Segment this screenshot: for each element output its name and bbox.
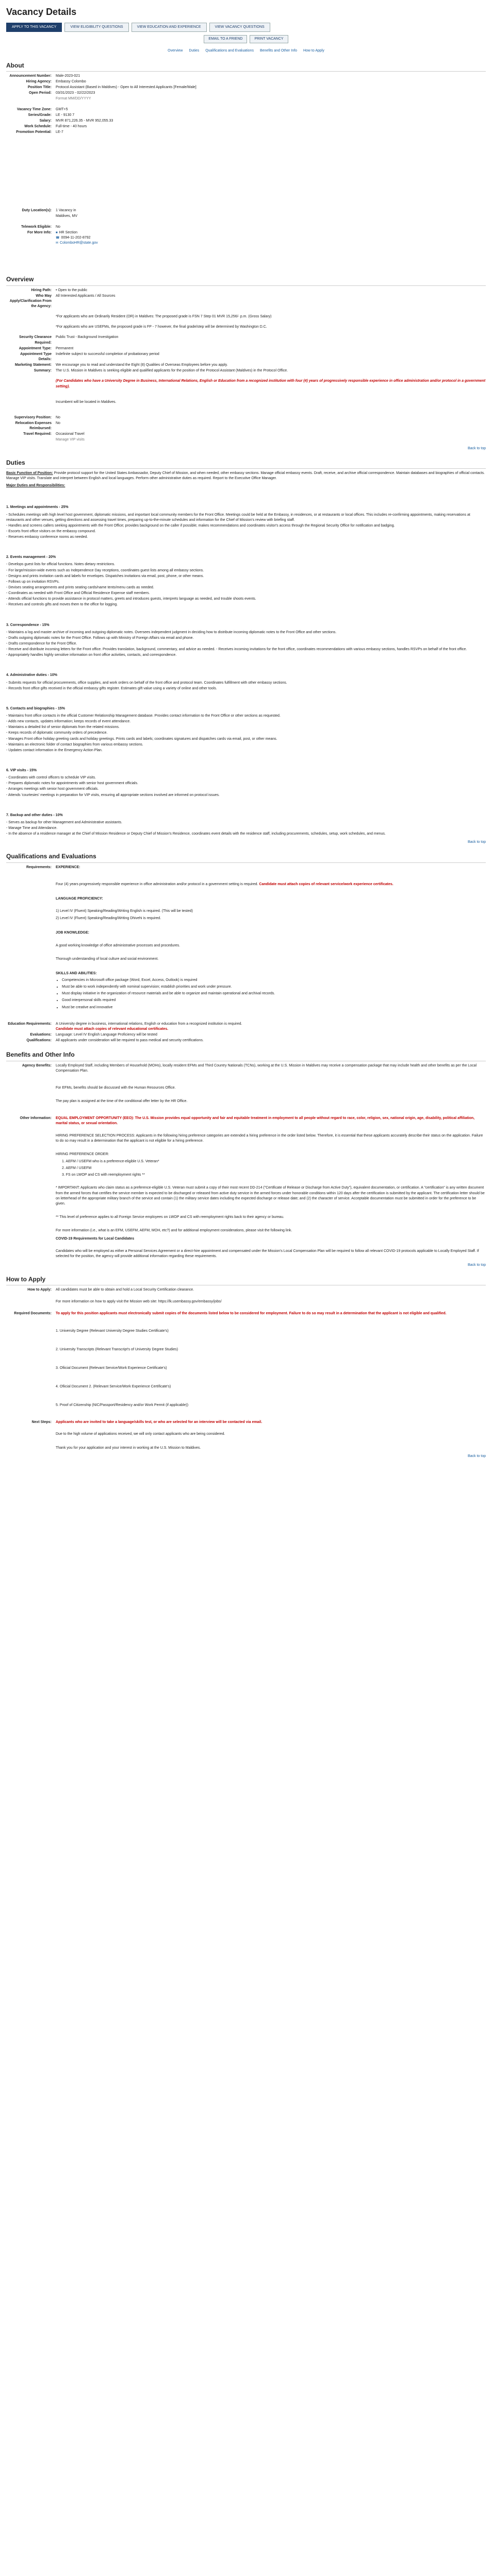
top-action-bar <box>6 23 486 32</box>
duty-block: 3. Correspondence - 15% - Maintains a log and master archive of incoming and outgoing diplomatic notes. Oversees independent judgment in deciding how to distribute incoming diplomatic notes to the Front Office and other sections. - Drafts outgoing diplomatic notes for the Front Office. Follows up with Ministry of Foreign Affairs via email and phone. - Drafts correspondence for the Front Office. - Receive and distribute incoming letters for the Front office. Provides translation, background, commentary, and advice as needed. - Receives incoming invitations for the front office, coordinates recommendations with various embassy sections, handles RSVPs on behalf of the front office. - Appropriately handles highly sensitive information on front office activities, contacts, and correspondence. <box>6 623 467 657</box>
how-to-apply-section: How to Apply: All candidates must be able to obtain and hold a Local Security Certification clearance. For more information on how to apply visit the Mission web site: https://lk.usembassy.gov/embassy/jobs/ Required Documents: To apply for this position applicants must electronically submit copies of the documents listed below to be considered for employment. Failure to do so may result in a determination that the applicant is not eligible and qualified. 1. University Degree (Relevant University Degree Studies Certificate's) 2. University Transcripts (Relevant Transcript's of University Degree Studies) 3. Ofiicial Document (Relevant Service/Work Experience Certificate's) 4. Ofiicial Document 2. (Relevant Service/Work Experience Certificate's) 5. Proof of Citizenship (NIC/Passport/Residency and/or Work Permit (if applicable)) Next Steps: Applicants who are invited to take a language/skills test, or who are selected for an interview will be contacted via email. Due to the high volume of applications received, we will only contact applicants who are being considered. Thank you for your application and your interest in working at the U.S. Mission to Maldives. <box>6 1287 486 1451</box>
list-item: • Good interpersonal skills required <box>62 998 486 1003</box>
email-icon: ✉ <box>56 242 59 245</box>
email-friend-button[interactable]: EMAIL TO A FRIEND <box>204 35 247 43</box>
about-row: Hiring Agency: Embassy Colombo <box>26 80 86 84</box>
list-item: • Must be able to work independently with nominal supervision; establish priorities and work under pressure. <box>62 985 486 990</box>
duty-block: 4. Administrative duties - 10% - Submits requests for official procurements, office supplies, and work orders on behalf of the front office and protocol team. Coordinates fulfillment with other embassy sections. - Records front office gifts received in the official embassy gifts register. Estimates gift value using a variety of online and other tools. <box>6 673 287 690</box>
section-nav <box>6 48 486 54</box>
overview-row: *For applicants who are USEFMs, the proposed grade is FP - 7 however, the final grade/step will be determined by Washington D.C. <box>56 325 267 329</box>
nav-overview-link[interactable]: Overview <box>168 49 183 53</box>
duty-block: 7. Backup and other duties - 10% - Serves as backup for other Management and Administrative assistants. - Manage Time and Attendance. - In the absence of a residence manager at the Chief of Mission Residence or Deputy Chief of Mission's Residence, coordinates event details with the residence staff, including procurements, schedules, setup, work schedules, and menus. <box>6 813 386 836</box>
view-education-button[interactable]: VIEW EDUCATION AND EXPERIENCE <box>132 23 207 32</box>
building-icon: ■ <box>56 231 58 234</box>
back-to-top-link[interactable]: Back to top <box>467 446 486 450</box>
about-row: Series/Grade: LE - 9130 7 <box>28 113 75 117</box>
required-doc: 2. University Transcripts (Relevant Transcript's of University Degree Studies) <box>56 1347 178 1351</box>
duty-block: 6. VIP visits - 15% - Coordinates with control officers to schedule VIP visits. - Prepares diplomatic notes for appointments with senior host government officials. - Arranges meetings with senior host government officials. - Attends 'courtesies' meetings in preparation for VIP visits, ensuring all appropriate sections involved are informed on protocol issues. <box>6 768 220 797</box>
overview-row: Who May Apply/Clarification From the Agency: All Interested Applicants / All Sources <box>9 294 116 308</box>
overview-row: Appointment Type: Permanent <box>19 346 74 350</box>
list-item: 1. AEFM / USEFM who is a preference-eligible U.S. Veteran* <box>62 1159 159 1163</box>
page-title: Vacancy Details <box>6 7 77 17</box>
list-item: 2. AEFM / USEFM <box>62 1166 92 1171</box>
qualifications-heading: Qualifications and Evaluations <box>6 852 486 862</box>
overview-row: Travel Required: Occasional Travel <box>23 432 85 436</box>
overview-row: Hiring Path: • Open to the public <box>31 288 88 292</box>
nav-how-to-apply-link[interactable]: How to Apply <box>303 49 324 53</box>
overview-heading: Overview <box>6 275 486 285</box>
experience-text: Four (4) years progressively responsible experience in office administration and/or protocol in a government setting is required. Candidate must attach copies of relevant service/work experience certificates. <box>56 882 393 886</box>
about-row: Promotion Potential: LE-7 <box>16 130 63 134</box>
duty-location-row: Duty Location(s): 1 Vacancy in <box>22 209 76 213</box>
list-item: • Must display initiative in the organization of resource materials and be able to organize and maintain operational and archival records. <box>62 991 486 996</box>
skills-list <box>56 978 486 1010</box>
about-row: Position Title: Protocol Assistant (Based in Maldives) - Open to All Interested Applicants [Female/Male] <box>27 86 196 90</box>
overview-section <box>6 288 486 443</box>
overview-row: (For Candidates who have a University Degree in Business, International Relations, English or Education from a recognized institution with four (4) years of progressively responsible experience in office administration and/or protocol in a government setting). <box>56 379 486 388</box>
hiring-order-list <box>56 1159 486 1178</box>
about-row: Announcement Number: Male-2023-021 <box>9 74 80 78</box>
vacancy-page <box>6 0 486 1472</box>
list-item: 3. FS on LWOP and CS with reemployment rights ** <box>62 1173 145 1177</box>
view-vacancy-questions-button[interactable]: VIEW VACANCY QUESTIONS <box>209 23 270 32</box>
required-doc: 3. Ofiicial Document (Relevant Service/Work Experience Certificate's) <box>56 1366 167 1370</box>
overview-row: Summary: The U.S. Mission in Maldives is seeking eligible and qualified applicants for the position of the Protocol Assistant (Maldives) in the Protocol Office. <box>34 369 288 373</box>
overview-row: Manage VIP visits <box>56 438 85 442</box>
duty-block: 5. Contacts and biographies - 15% - Maintains front office contacts in the official Customer Relationship Management database. Provides contact information to the Front Office or other sections as requested. - Adds new contacts, updates information; keeps records of event attendance. - Maintains a detailed list of senior diplomats from the related missions. - Keeps records of diplomatic community orders of precedence. - Manages Front office holiday greeting cards and holiday greetings. Prints cards and labels; coordinates signatures and dispatches cards via email, post, or other means. - Maintains an electronic folder of contact biographies from various embassy sections. - Updates contact information in the Emergency Action Plan. <box>6 706 281 752</box>
about-row: Work Schedule: Full-time - 40 hours <box>24 125 87 129</box>
required-doc: 5. Proof of Citizenship (NIC/Passport/Residency and/or Work Permit (if applicable)) <box>56 1403 189 1408</box>
about-row: Vacancy Time Zone: GMT+5 <box>17 107 68 111</box>
duty-block: 1. Meetings and appointments - 25% - Schedules meetings with high level host government, diplomatic missions, and important local community members for the Front Office. Meetings could be held at the Embassy, in residences, or at restaurants or local offices. This includes re-confirming appointments, making reservations at restaurants and other venues, getting directions and assessing travel times, preparing up-to-the-minute schedules and information for the Chief of Mission's review with briefing staff. - Handles and screens callers seeking appointments with the Front Office; provides background on the caller if possible; makes recommendations and coordinates visitor's access through the Regional Security Office for notification and badging. - Escorts front office visitors on the embassy compound. - Reserves embassy conference rooms as needed. <box>6 505 470 539</box>
benefits-section: Agency Benefits: Locally Employed Staff, including Members of Household (MOHs), locally resident EFMs and Third Country Nationals (TCNs), working at the U.S. Mission in Maldives may receive a compensation package that may include health and other benefits as per the Local Compensation Plan. For EFMs, benefits should be discussed with the Human Resources Office. The pay plan is assigned at the time of the conditional offer letter by the HR Office. Other Information: EQUAL EMPLOYMENT OPPORTUNITY (EEO): The U.S. Mission provides equal opportunity and fair and equitable treatment in employment to all people without regard to race, color, religion, sex, national origin, age, disability, political affiliation, marital status, or sexual orientation. HIRING PREFERENCE SELECTION PROCESS: Applicants in the following hiring preference categories are extended a hiring preference in the order listed below. Therefore, it is essential that these applicants accurately describe their status on the application. Failure to do so may result in a determination that the applicant is not eligible for a hiring preference. HIRING PREFERENCE ORDER: 1. AEFM / USEFM who is a preference-eligible U.S. Veteran* 2. AEFM / USEFM 3. FS on LWOP and CS with reemployment rights ** * IMPORTANT: Applicants who claim status as a preference-eligible U.S. Veteran must submit a copy of their most recent DD-214 ("Certificate of Release or Discharge from Active Duty"), equivalent documentation, or certification. A "certification" is any written document from the armed forces that certifies the service member is expected to be discharged or released from active duty service in the armed forces under honorable conditions within 120 days after the certification is submitted by the applicant. The certification letter should be on letterhead of the appropriate military branch of the service and contain (1) the military service dates including the expected discharge or release date; and (2) the character of service. Acceptable documentation must be submitted in order for the preference to be given. ** This level of preference applies to all Foreign Service employees on LWOP and CS with reemployment rights back to their agency or bureau. For more information (i.e., what is an EFM, USEFM, AEFM, MOH, etc?) and for additional employment considerations, please visit the following link. COVID-19 Requirements for Local Candidates Candidates who will be employed as either a Personal Services Agreement or a direct-hire appointment and compensated under the Mission's Local Compensation Plan will be required to follow all relevant COVID-19 protocols applicable to Locally Employed Staff. If selected for the position, the agency will provide additional information regarding these requirements. <box>6 1063 486 1260</box>
overview-row: Appointment Type Details: Indefinite subject to successful completion of probationary period <box>20 352 159 361</box>
view-eligibility-button[interactable]: VIEW ELIGIBILITY QUESTIONS <box>64 23 128 32</box>
about-row: Open Period: 03/31/2023 - 02/22/2023 <box>29 91 95 95</box>
overview-row: Security Clearance Required: Public Trust - Background Investigation <box>19 335 119 345</box>
nav-qualifications-link[interactable]: Qualifications and Evaluations <box>205 49 254 53</box>
duty-location-row-2: Maldives, MV <box>56 214 78 218</box>
apply-button[interactable]: APPLY TO THIS VACANCY <box>6 23 62 32</box>
major-duties-label: Major Duties and Responsibilities: <box>6 484 65 488</box>
overview-row: *For applicants who are Ordinarily Resident (OR) in Maldives: The proposed grade is FSN 7 Step 01 MVR 15,256/- p.m. (Gross Salary) <box>56 315 272 319</box>
about-row: Format MM/DD/YYYY <box>56 97 91 101</box>
basic-function: Basic Function of Position: Provide protocol support for the United States Ambassador, Deputy Chief of Mission, and when needed, other embassy sections. Manage official embassy events. Draft, receive, and archive official correspondence. Maintain databases and biographies of official contacts. Manage VIP visits. Translate and interpret between English and local languages. Perform other administrative duties as required. Report to the Executive Office Manager. <box>6 471 485 481</box>
overview-row: Supervisory Position: No <box>14 415 60 419</box>
benefits-heading: Benefits and Other Info <box>6 1050 486 1061</box>
overview-row: Incumbent will be located in Maldives. <box>56 400 117 404</box>
how-to-apply-heading: How to Apply <box>6 1275 486 1285</box>
telework-row: Telework Eligible: No <box>21 225 60 229</box>
required-doc: 4. Ofiicial Document 2. (Relevant Service/Work Experience Certificate's) <box>56 1385 171 1388</box>
nav-duties-link[interactable]: Duties <box>189 49 200 53</box>
qualifications-section: Requirements: EXPERIENCE: Four (4) years progressively responsible experience in office administration and/or protocol in a government setting is required. Candidate must attach copies of relevant service/work experience certificates. LANGUAGE PROFICIENCY: 1) Level IV (Fluent) Speaking/Reading/Writing English is required. (This will be tested) 2) Level IV (Fluent) Speaking/Reading/Writing Dhivehi is required. JOB KNOWLEDGE: A good working knowledge of office administrative processes and procedures. Thorough understanding of local culture and social environment. SKILLS AND ABILITIES: • Competencies in Microsoft office package (Word, Excel, Access, Outlook) is required • Must be able to work independently with nominal supervision; establish priorities and work under pressure. • Must display initiative in the organization of resource materials and be able to organize and maintain operational and archival records. • Good interpersonal skills required • Must be creative and innovative Education Requirements: A University degree in business, international relations, English or education from a recognized institution is required. Candidate must attach copies of relevant educational certificates. Evaluations: Language: Level IV English Language Proficiency will be tested Qualifications: All applicants under consideration will be required to pass medical and security certifications. <box>6 865 486 1044</box>
duties-section <box>6 471 486 837</box>
overview-row: Marketing Statement: We encourage you to read and understand the Eight (8) Qualities of Overseas Employees before you apply. <box>14 363 228 367</box>
back-to-top-link[interactable]: Back to top <box>467 840 486 844</box>
requirements-label: Requirements: <box>26 865 52 869</box>
phone-icon: ☎ <box>56 236 60 240</box>
back-to-top-link[interactable]: Back to top <box>467 1454 486 1458</box>
list-item: • Competencies in Microsoft office package (Word, Excel, Access, Outlook) is required <box>62 978 486 983</box>
about-section <box>6 74 486 246</box>
contact-email-link[interactable]: ColomboHR@state.gov <box>60 241 98 245</box>
about-heading: About <box>6 61 486 72</box>
duty-block: 2. Events management - 20% - Develops guest lists for official functions. Notes dietary restrictions. - For large/mission-wide events such as Independence Day receptions, coordinates guest lists among all embassy sections. - Designs and prints invitation cards and labels for envelopes. Dispatches invitations via email, post, phone, or other means. - Follows up on invitation RSVPs. - Devises seating arrangements and prints seating cards/name tents/menu cards as needed. - Coordinates as needed with Front Office and Official Residence Expense staff members. - Attends official functions to provide assistance in protocol matters, greets and introduces guests, interprets language as needed, and trouble shoots events. - Receives and controls gifts and moves them to the office for logging. <box>6 555 256 607</box>
nav-benefits-link[interactable]: Benefits and Other Info <box>259 49 297 53</box>
duties-heading: Duties <box>6 459 486 469</box>
list-item: • Must be creative and innovative <box>62 1005 486 1010</box>
utility-bar <box>6 35 486 43</box>
back-to-top-link[interactable]: Back to top <box>467 1263 486 1267</box>
required-doc: 1. University Degree (Relevant University Degree Studies Certificate's) <box>56 1329 169 1333</box>
print-vacancy-button[interactable]: PRINT VACANCY <box>250 35 288 43</box>
overview-row: Relocation Expenses Reimbursed: No <box>15 421 60 431</box>
about-row: Salary: MVR 871,226.35 - MVR 952,055.33 <box>39 118 113 123</box>
more-info-row: For More Info: ■ HR Section ☎ 0094-11-202-8792 ✉ ColomboHR@state.gov <box>27 230 98 245</box>
